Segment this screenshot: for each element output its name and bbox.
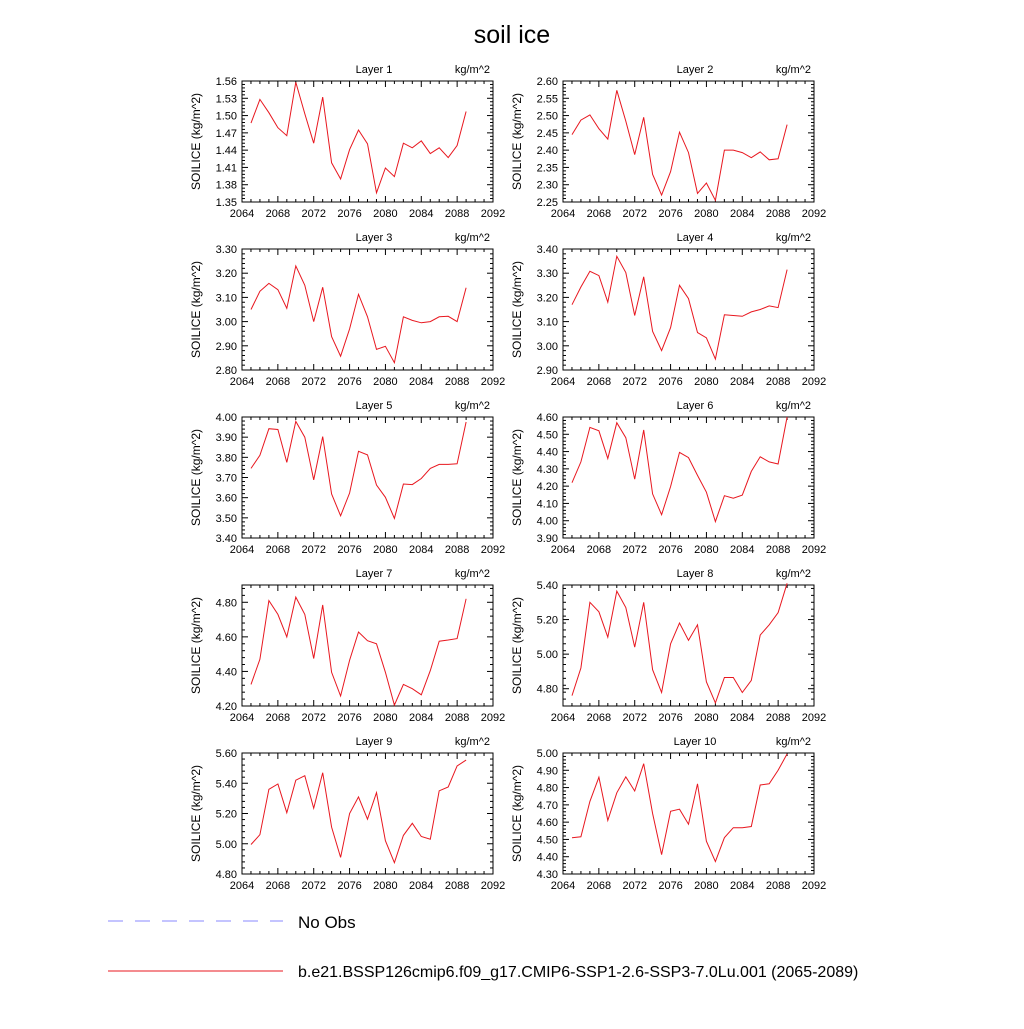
chart-title: Layer 6: [676, 400, 714, 412]
y-tick-label: 5.20: [215, 808, 237, 821]
x-tick-label: 2092: [480, 544, 506, 556]
x-tick-label: 2084: [409, 544, 434, 556]
y-tick-label: 4.90: [536, 765, 558, 778]
y-tick-label: 3.50: [215, 512, 237, 525]
y-tick-label: 5.00: [215, 838, 237, 851]
units-label: kg/m^2: [454, 568, 490, 580]
x-tick-label: 2080: [373, 208, 398, 220]
x-tick-label: 2072: [622, 544, 647, 556]
y-tick-label: 2.90: [536, 365, 558, 377]
x-tick-label: 2092: [480, 712, 506, 724]
x-tick-label: 2092: [801, 712, 827, 724]
x-tick-label: 2068: [265, 376, 291, 388]
x-tick-label: 2068: [586, 376, 612, 388]
x-tick-label: 2076: [337, 208, 362, 220]
y-tick-label: 3.60: [215, 492, 237, 505]
y-tick-label: 1.56: [215, 76, 237, 88]
y-tick-label: 4.80: [536, 782, 558, 795]
x-tick-label: 2068: [586, 208, 612, 220]
chart-title: Layer 8: [676, 568, 714, 580]
x-tick-label: 2084: [409, 376, 434, 388]
x-tick-label: 2072: [622, 712, 647, 724]
units-label: kg/m^2: [454, 232, 490, 244]
x-tick-label: 2088: [765, 544, 791, 556]
x-tick-label: 2088: [765, 376, 791, 388]
y-tick-label: 5.00: [536, 748, 558, 760]
y-tick-label: 4.00: [215, 412, 237, 424]
y-tick-label: 2.50: [536, 110, 558, 123]
y-tick-label: 5.40: [215, 778, 237, 791]
x-tick-label: 2076: [337, 880, 362, 892]
chart-title: Layer 1: [355, 64, 393, 76]
y-tick-label: 4.60: [536, 817, 558, 830]
y-tick-label: 1.53: [215, 93, 237, 106]
x-tick-label: 2080: [373, 544, 398, 556]
x-tick-label: 2068: [265, 208, 291, 220]
y-tick-label: 1.41: [215, 162, 237, 175]
y-tick-label: 1.50: [215, 110, 237, 123]
y-tick-label: 3.10: [215, 292, 237, 305]
y-tick-label: 2.90: [215, 340, 237, 353]
x-tick-label: 2088: [444, 376, 470, 388]
y-tick-label: 3.00: [215, 316, 237, 329]
units-label: kg/m^2: [454, 64, 490, 76]
y-tick-label: 5.60: [215, 748, 237, 760]
chart-title: Layer 3: [355, 232, 393, 244]
x-tick-label: 2080: [373, 880, 398, 892]
x-tick-label: 2084: [730, 880, 755, 892]
x-tick-label: 2080: [694, 880, 719, 892]
y-tick-label: 3.30: [215, 244, 237, 256]
x-tick-label: 2084: [730, 376, 755, 388]
chart-title: Layer 5: [355, 400, 393, 412]
chart-title: Layer 7: [355, 568, 393, 580]
x-tick-label: 2076: [337, 376, 362, 388]
x-tick-label: 2064: [550, 880, 576, 892]
x-tick-label: 2080: [694, 712, 719, 724]
y-tick-label: 2.45: [536, 127, 558, 140]
x-tick-label: 2080: [694, 544, 719, 556]
y-tick-label: 2.55: [536, 93, 558, 106]
chart-title: Layer 9: [355, 736, 393, 748]
y-tick-label: 4.50: [536, 429, 558, 442]
x-tick-label: 2064: [550, 376, 576, 388]
x-tick-label: 2088: [444, 880, 470, 892]
y-tick-label: 3.90: [536, 533, 558, 545]
x-tick-label: 2076: [658, 880, 683, 892]
x-tick-label: 2076: [658, 376, 683, 388]
y-tick-label: 3.10: [536, 316, 558, 329]
y-tick-label: 4.80: [215, 869, 237, 881]
x-tick-label: 2088: [765, 208, 791, 220]
x-tick-label: 2084: [409, 712, 434, 724]
x-tick-label: 2080: [373, 376, 398, 388]
y-axis-label: SOILICE (kg/m^2): [510, 93, 524, 190]
x-tick-label: 2092: [480, 208, 506, 220]
units-label: kg/m^2: [775, 64, 811, 76]
x-tick-label: 2068: [586, 880, 612, 892]
y-axis-label: SOILICE (kg/m^2): [189, 429, 203, 526]
x-tick-label: 2084: [730, 208, 755, 220]
y-tick-label: 4.30: [536, 869, 558, 881]
x-tick-label: 2068: [265, 544, 291, 556]
y-tick-label: 4.40: [215, 666, 237, 679]
x-tick-label: 2076: [658, 208, 683, 220]
y-tick-label: 5.40: [536, 580, 558, 592]
x-tick-label: 2072: [301, 880, 326, 892]
y-tick-label: 4.40: [536, 446, 558, 459]
y-tick-label: 4.70: [536, 799, 558, 812]
y-tick-label: 4.00: [536, 515, 558, 528]
x-tick-label: 2064: [229, 880, 255, 892]
units-label: kg/m^2: [775, 568, 811, 580]
x-tick-label: 2072: [622, 880, 647, 892]
y-tick-label: 3.40: [215, 533, 237, 545]
y-tick-label: 4.10: [536, 498, 558, 511]
x-tick-label: 2076: [658, 712, 683, 724]
units-label: kg/m^2: [775, 400, 811, 412]
x-tick-label: 2084: [409, 880, 434, 892]
y-tick-label: 4.50: [536, 834, 558, 847]
x-tick-label: 2064: [229, 544, 255, 556]
y-tick-label: 4.20: [215, 701, 237, 713]
y-axis-label: SOILICE (kg/m^2): [189, 93, 203, 190]
x-tick-label: 2088: [444, 208, 470, 220]
x-tick-label: 2072: [301, 712, 326, 724]
y-tick-label: 3.20: [215, 268, 237, 281]
y-axis-label: SOILICE (kg/m^2): [510, 597, 524, 694]
y-axis-label: SOILICE (kg/m^2): [510, 261, 524, 358]
y-tick-label: 3.00: [536, 340, 558, 353]
x-tick-label: 2076: [658, 544, 683, 556]
y-tick-label: 1.44: [215, 145, 237, 158]
x-tick-label: 2092: [801, 544, 827, 556]
y-tick-label: 1.38: [215, 179, 237, 192]
y-axis-label: SOILICE (kg/m^2): [189, 765, 203, 862]
x-tick-label: 2064: [550, 544, 576, 556]
x-tick-label: 2068: [265, 880, 291, 892]
chart-title: Layer 2: [676, 64, 714, 76]
x-tick-label: 2072: [301, 544, 326, 556]
x-tick-label: 2080: [694, 208, 719, 220]
y-tick-label: 1.47: [215, 127, 237, 140]
chart-title: Layer 4: [676, 232, 714, 244]
y-tick-label: 2.40: [536, 145, 558, 158]
page-title: soil ice: [473, 21, 551, 49]
x-tick-label: 2072: [622, 376, 647, 388]
x-tick-label: 2064: [229, 208, 255, 220]
x-tick-label: 2072: [301, 376, 326, 388]
y-axis-label: SOILICE (kg/m^2): [510, 429, 524, 526]
y-tick-label: 3.20: [536, 292, 558, 305]
y-tick-label: 4.80: [215, 597, 237, 610]
units-label: kg/m^2: [775, 736, 811, 748]
y-tick-label: 4.40: [536, 851, 558, 864]
x-tick-label: 2084: [730, 712, 755, 724]
x-tick-label: 2076: [337, 544, 362, 556]
chart-title: Layer 10: [673, 736, 717, 748]
x-tick-label: 2092: [801, 376, 827, 388]
x-tick-label: 2072: [301, 208, 326, 220]
y-tick-label: 5.20: [536, 614, 558, 627]
legend-obs-label: No Obs: [298, 913, 356, 932]
x-tick-label: 2068: [586, 544, 612, 556]
y-tick-label: 4.20: [536, 481, 558, 494]
x-tick-label: 2064: [550, 712, 576, 724]
units-label: kg/m^2: [454, 736, 490, 748]
y-tick-label: 3.70: [215, 472, 237, 485]
x-tick-label: 2084: [409, 208, 434, 220]
x-tick-label: 2084: [730, 544, 755, 556]
x-tick-label: 2088: [444, 544, 470, 556]
y-axis-label: SOILICE (kg/m^2): [189, 261, 203, 358]
y-tick-label: 4.80: [536, 683, 558, 696]
y-tick-label: 4.60: [536, 412, 558, 424]
y-tick-label: 3.90: [215, 432, 237, 445]
x-tick-label: 2068: [586, 712, 612, 724]
x-tick-label: 2080: [694, 376, 719, 388]
x-tick-label: 2092: [480, 376, 506, 388]
y-tick-label: 2.30: [536, 179, 558, 192]
y-tick-label: 4.30: [536, 463, 558, 476]
x-tick-label: 2092: [480, 880, 506, 892]
x-tick-label: 2088: [444, 712, 470, 724]
y-tick-label: 2.35: [536, 162, 558, 175]
legend-model-label: b.e21.BSSP126cmip6.f09_g17.CMIP6-SSP1-2.6-SSP3-7.0Lu.001 (2065-2089): [298, 964, 859, 981]
x-tick-label: 2064: [229, 376, 255, 388]
x-tick-label: 2092: [801, 880, 827, 892]
y-tick-label: 3.40: [536, 244, 558, 256]
y-tick-label: 2.80: [215, 365, 237, 377]
y-tick-label: 3.80: [215, 452, 237, 465]
y-axis-label: SOILICE (kg/m^2): [189, 597, 203, 694]
x-tick-label: 2080: [373, 712, 398, 724]
y-axis-label: SOILICE (kg/m^2): [510, 765, 524, 862]
x-tick-label: 2068: [265, 712, 291, 724]
y-tick-label: 4.60: [215, 631, 237, 644]
y-tick-label: 2.25: [536, 197, 558, 209]
x-tick-label: 2064: [229, 712, 255, 724]
x-tick-label: 2088: [765, 712, 791, 724]
x-tick-label: 2076: [337, 712, 362, 724]
x-tick-label: 2088: [765, 880, 791, 892]
x-tick-label: 2092: [801, 208, 827, 220]
y-tick-label: 3.30: [536, 268, 558, 281]
x-tick-label: 2072: [622, 208, 647, 220]
y-tick-label: 2.60: [536, 76, 558, 88]
units-label: kg/m^2: [775, 232, 811, 244]
units-label: kg/m^2: [454, 400, 490, 412]
y-tick-label: 1.35: [215, 197, 237, 209]
y-tick-label: 5.00: [536, 649, 558, 662]
x-tick-label: 2064: [550, 208, 576, 220]
